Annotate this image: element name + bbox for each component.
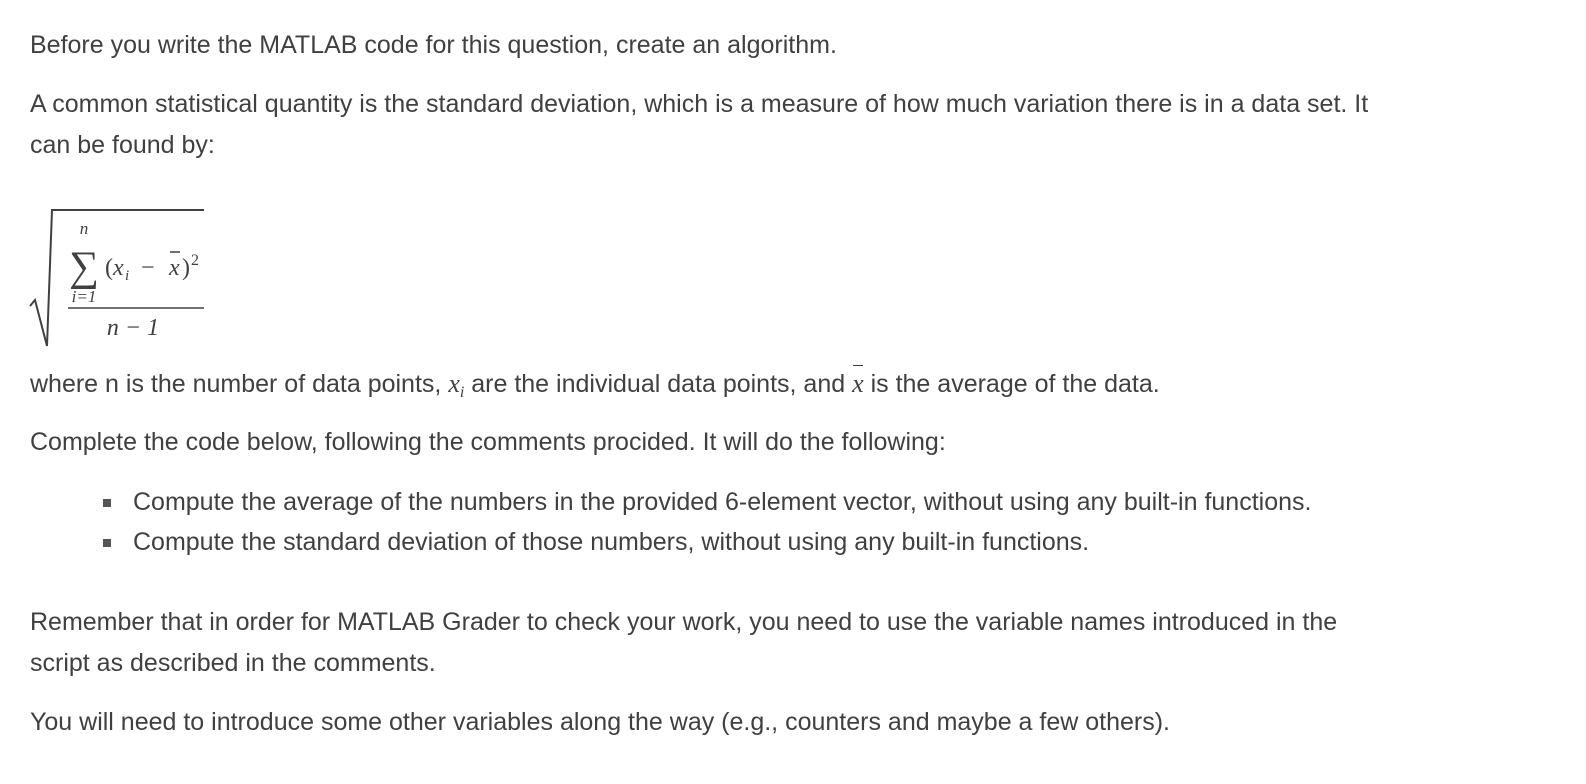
formula-exponent: 2 <box>191 252 199 269</box>
bullet-marker <box>103 539 111 547</box>
xbar-symbol: x <box>852 363 864 404</box>
formula-close-paren: ) <box>182 255 190 281</box>
formula-minus: − <box>141 255 155 281</box>
formula-denominator: n − 1 <box>106 315 160 341</box>
std-dev-formula <box>28 205 228 350</box>
sum-upper-limit: n <box>79 219 89 238</box>
where-text-2: are the individual data points, and <box>464 370 853 398</box>
formula-i-subscript: i <box>125 268 130 284</box>
description-line-1: A common statistical quantity is the standard deviation, which is a measure of how much variation there is in a data set. It <box>30 90 1369 118</box>
list-item <box>133 522 1311 562</box>
complete-paragraph <box>30 422 946 463</box>
formula-xbar-var: x <box>169 255 180 281</box>
intro-paragraph <box>30 25 837 66</box>
xi-subscript: i <box>459 384 465 401</box>
bullet-text: Compute the standard deviation of those numbers, without using any built-in functions. <box>133 528 1090 556</box>
xi-symbol <box>448 369 465 401</box>
closing-text: You will need to introduce some other variables along the way (e.g., counters and maybe a few others). <box>30 708 1171 736</box>
complete-text: Complete the code below, following the comments procided. It will do the following: <box>30 428 946 456</box>
intro-text: Before you write the MATLAB code for this question, create an algorithm. <box>30 31 837 59</box>
where-text-1: where n is the number of data points, <box>30 370 449 398</box>
formula-open-paren: ( <box>105 255 113 281</box>
bullet-marker <box>103 499 111 507</box>
where-paragraph <box>30 363 1160 413</box>
description-line-2: can be found by: <box>30 131 215 159</box>
bullet-text: Compute the average of the numbers in the provided 6-element vector, without using any built-in functions. <box>133 488 1312 516</box>
remember-line-1: Remember that in order for MATLAB Grader to check your work, you need to use the variable names introduced in the <box>30 608 1338 636</box>
description-paragraph <box>30 84 1368 166</box>
closing-paragraph <box>30 702 1170 743</box>
list-item <box>133 482 1311 522</box>
sigma-symbol: ∑ <box>69 244 99 290</box>
xi-base: x <box>448 369 460 398</box>
task-list <box>0 482 1312 562</box>
formula-x-var: x <box>113 255 124 281</box>
remember-line-2: script as described in the comments. <box>30 649 436 677</box>
remember-paragraph <box>30 602 1337 684</box>
sum-lower-limit: i=1 <box>71 287 97 306</box>
where-text-3: is the average of the data. <box>863 370 1160 398</box>
